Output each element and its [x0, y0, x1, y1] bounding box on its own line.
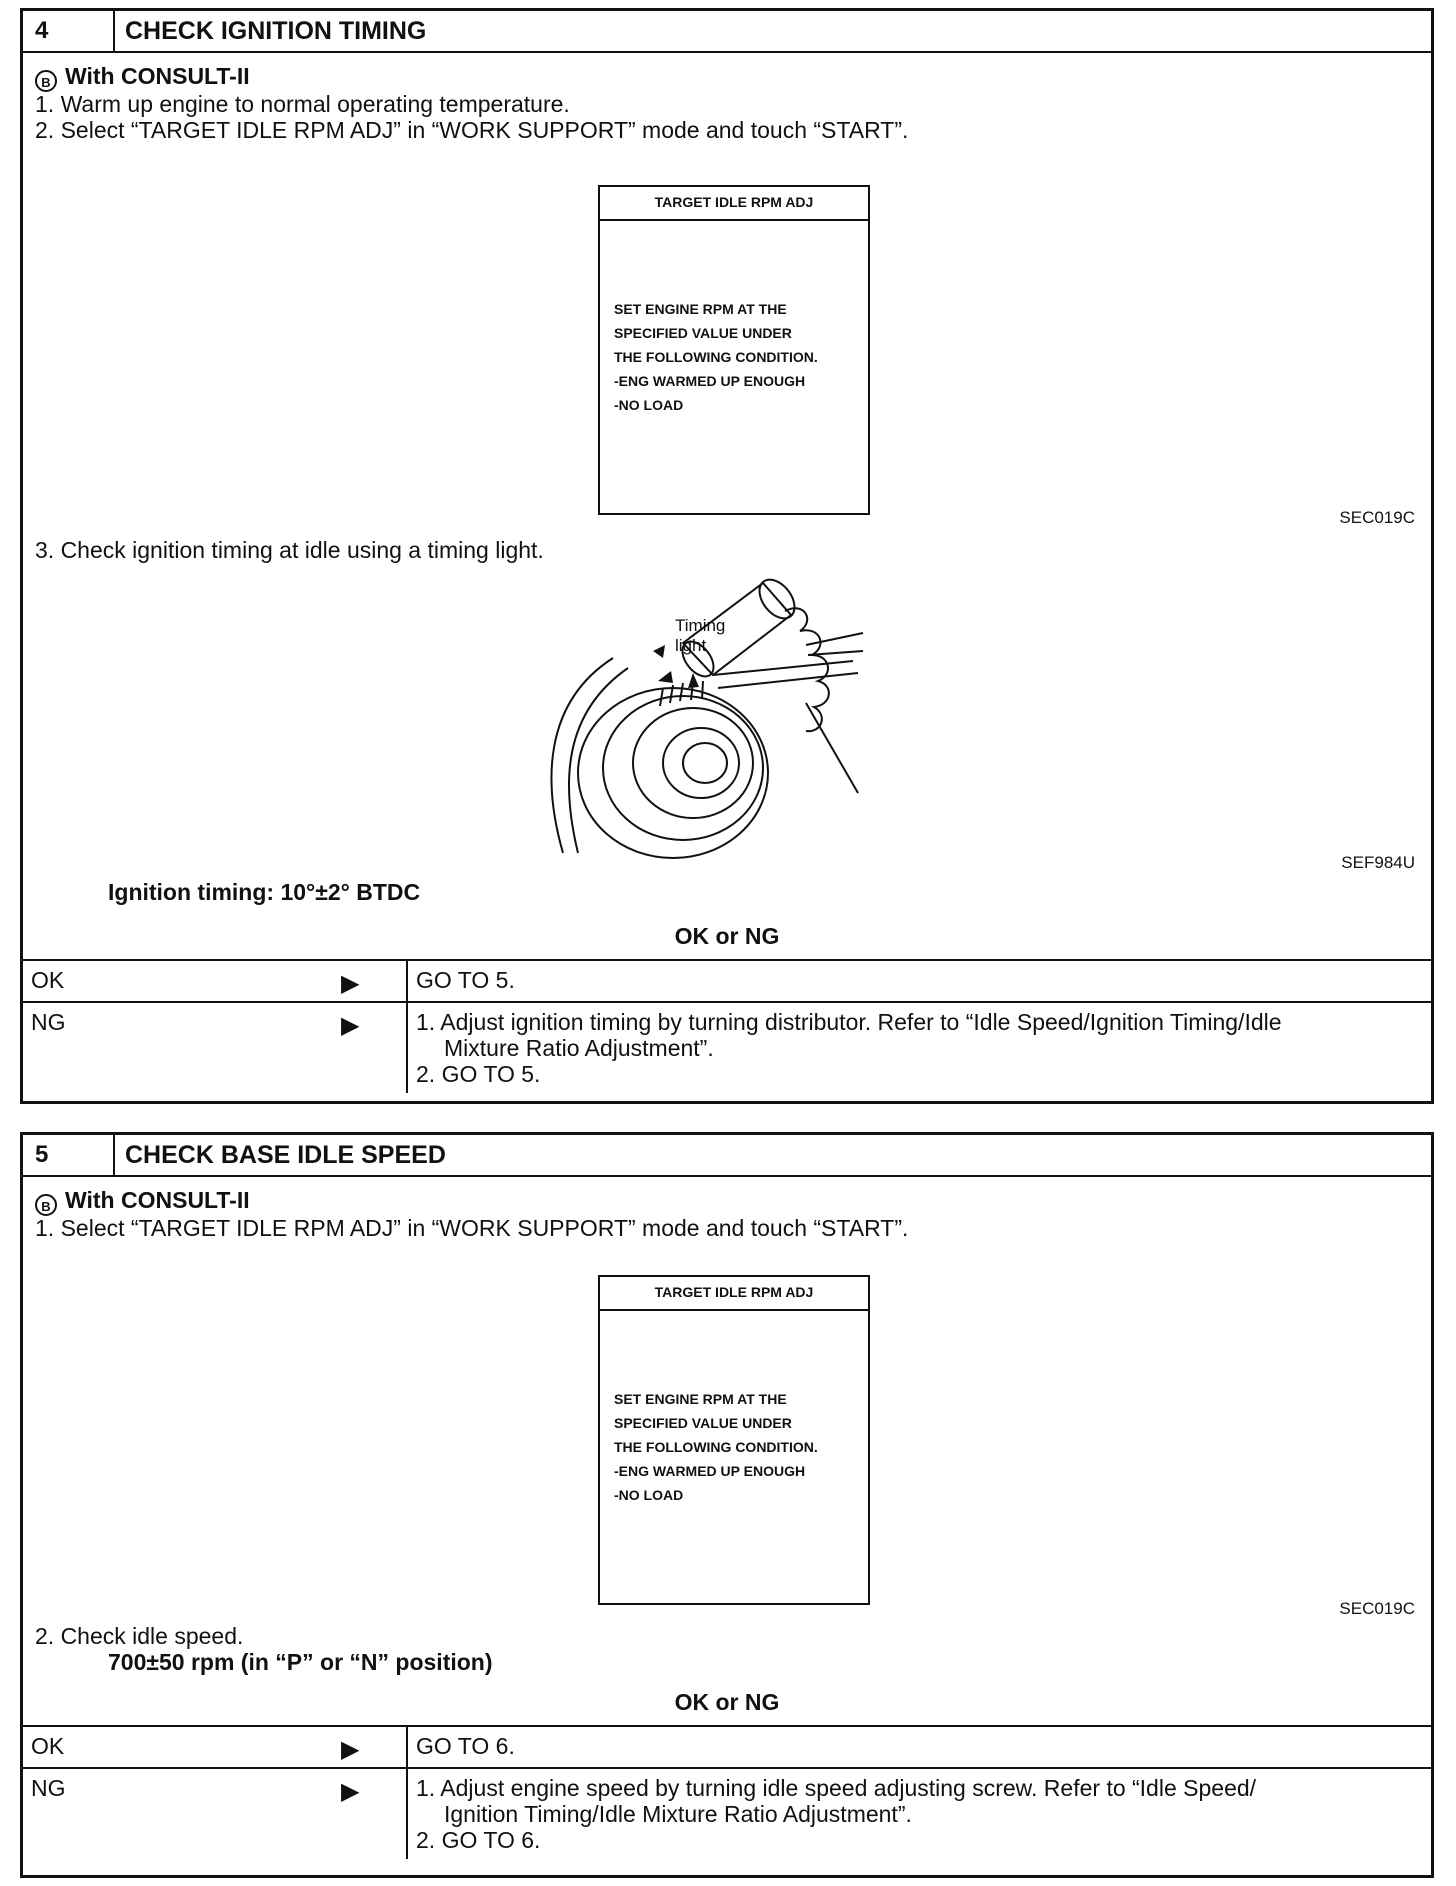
timing-light-illustration	[523, 563, 943, 863]
step-header	[23, 1135, 1431, 1177]
spec-value: 700±50 rpm (in “P” or “N” position)	[108, 1649, 493, 1675]
screen-title: TARGET IDLE RPM ADJ	[600, 1277, 868, 1311]
screen-message	[614, 297, 818, 417]
consult-heading	[35, 1187, 250, 1216]
result-label: OK	[31, 1733, 65, 1759]
result-action: 2. GO TO 6.	[416, 1827, 541, 1853]
step-title: CHECK BASE IDLE SPEED	[125, 1141, 446, 1169]
result-table	[23, 1725, 1431, 1859]
result-heading: OK or NG	[674, 923, 780, 949]
result-heading: OK or NG	[674, 1689, 780, 1715]
arrow-right-icon: ▶	[341, 970, 360, 997]
consult-heading	[35, 63, 250, 92]
result-action: 1. Adjust engine speed by turning idle speed adjusting screw. Refer to “Idle Speed/	[416, 1775, 1257, 1801]
instruction-2: 2. Select “TARGET IDLE RPM ADJ” in “WORK SUPPORT” mode and touch “START”.	[35, 117, 909, 143]
step-number: 5	[23, 1135, 115, 1175]
screen-line: -NO LOAD	[614, 1487, 684, 1503]
screen-line: THE FOLLOWING CONDITION.	[614, 1439, 818, 1455]
result-label: NG	[31, 1775, 66, 1801]
screen-line: SPECIFIED VALUE UNDER	[614, 325, 792, 341]
arrow-right-icon: ▶	[341, 1736, 360, 1763]
consult-label: With CONSULT-II	[65, 1187, 250, 1213]
instruction-1: 1. Select “TARGET IDLE RPM ADJ” in “WORK SUPPORT” mode and touch “START”.	[35, 1215, 909, 1241]
spec-value: Ignition timing: 10°±2° BTDC	[108, 879, 421, 905]
step-title: CHECK IGNITION TIMING	[125, 17, 427, 45]
step-number: 4	[23, 11, 115, 51]
illustration-label: Timing	[675, 616, 726, 635]
result-row-ok	[23, 1726, 1431, 1768]
consult-screen	[598, 185, 870, 515]
consult-icon: B	[35, 70, 57, 92]
result-row-ok	[23, 960, 1431, 1002]
screen-message	[614, 1387, 818, 1507]
result-action: GO TO 6.	[416, 1733, 515, 1759]
result-table	[23, 959, 1431, 1093]
result-label: NG	[31, 1009, 66, 1035]
result-action: 1. Adjust ignition timing by turning distributor. Refer to “Idle Speed/Ignition Timing/Idle	[416, 1009, 1282, 1035]
result-action: Mixture Ratio Adjustment”.	[444, 1035, 714, 1061]
result-row-ng	[23, 1768, 1431, 1859]
arrow-right-icon: ▶	[341, 1012, 360, 1039]
step-4-block	[20, 8, 1434, 1104]
instruction-1: 1. Warm up engine to normal operating temperature.	[35, 91, 570, 117]
figure-code: SEF984U	[1341, 853, 1415, 872]
step-header	[23, 11, 1431, 53]
screen-line: THE FOLLOWING CONDITION.	[614, 349, 818, 365]
result-row-ng	[23, 1002, 1431, 1093]
screen-title: TARGET IDLE RPM ADJ	[600, 187, 868, 221]
screen-line: -ENG WARMED UP ENOUGH	[614, 1463, 806, 1479]
consult-screen	[598, 1275, 870, 1605]
consult-label: With CONSULT-II	[65, 63, 250, 89]
screen-line: SET ENGINE RPM AT THE	[614, 1391, 787, 1407]
result-label: OK	[31, 967, 65, 993]
arrow-right-icon: ▶	[341, 1778, 360, 1805]
screen-line: -NO LOAD	[614, 397, 684, 413]
result-action: 2. GO TO 5.	[416, 1061, 541, 1087]
screen-line: SET ENGINE RPM AT THE	[614, 301, 787, 317]
screen-line: -ENG WARMED UP ENOUGH	[614, 373, 806, 389]
figure-code: SEC019C	[1339, 508, 1415, 527]
result-action: GO TO 5.	[416, 967, 515, 993]
result-action: Ignition Timing/Idle Mixture Ratio Adjustment”.	[444, 1801, 912, 1827]
consult-icon: B	[35, 1194, 57, 1216]
instruction-2: 2. Check idle speed.	[35, 1623, 244, 1649]
illustration-label: light	[675, 636, 707, 655]
instruction-3: 3. Check ignition timing at idle using a timing light.	[35, 537, 544, 563]
screen-line: SPECIFIED VALUE UNDER	[614, 1415, 792, 1431]
step-5-block	[20, 1132, 1434, 1878]
figure-code: SEC019C	[1339, 1599, 1415, 1618]
